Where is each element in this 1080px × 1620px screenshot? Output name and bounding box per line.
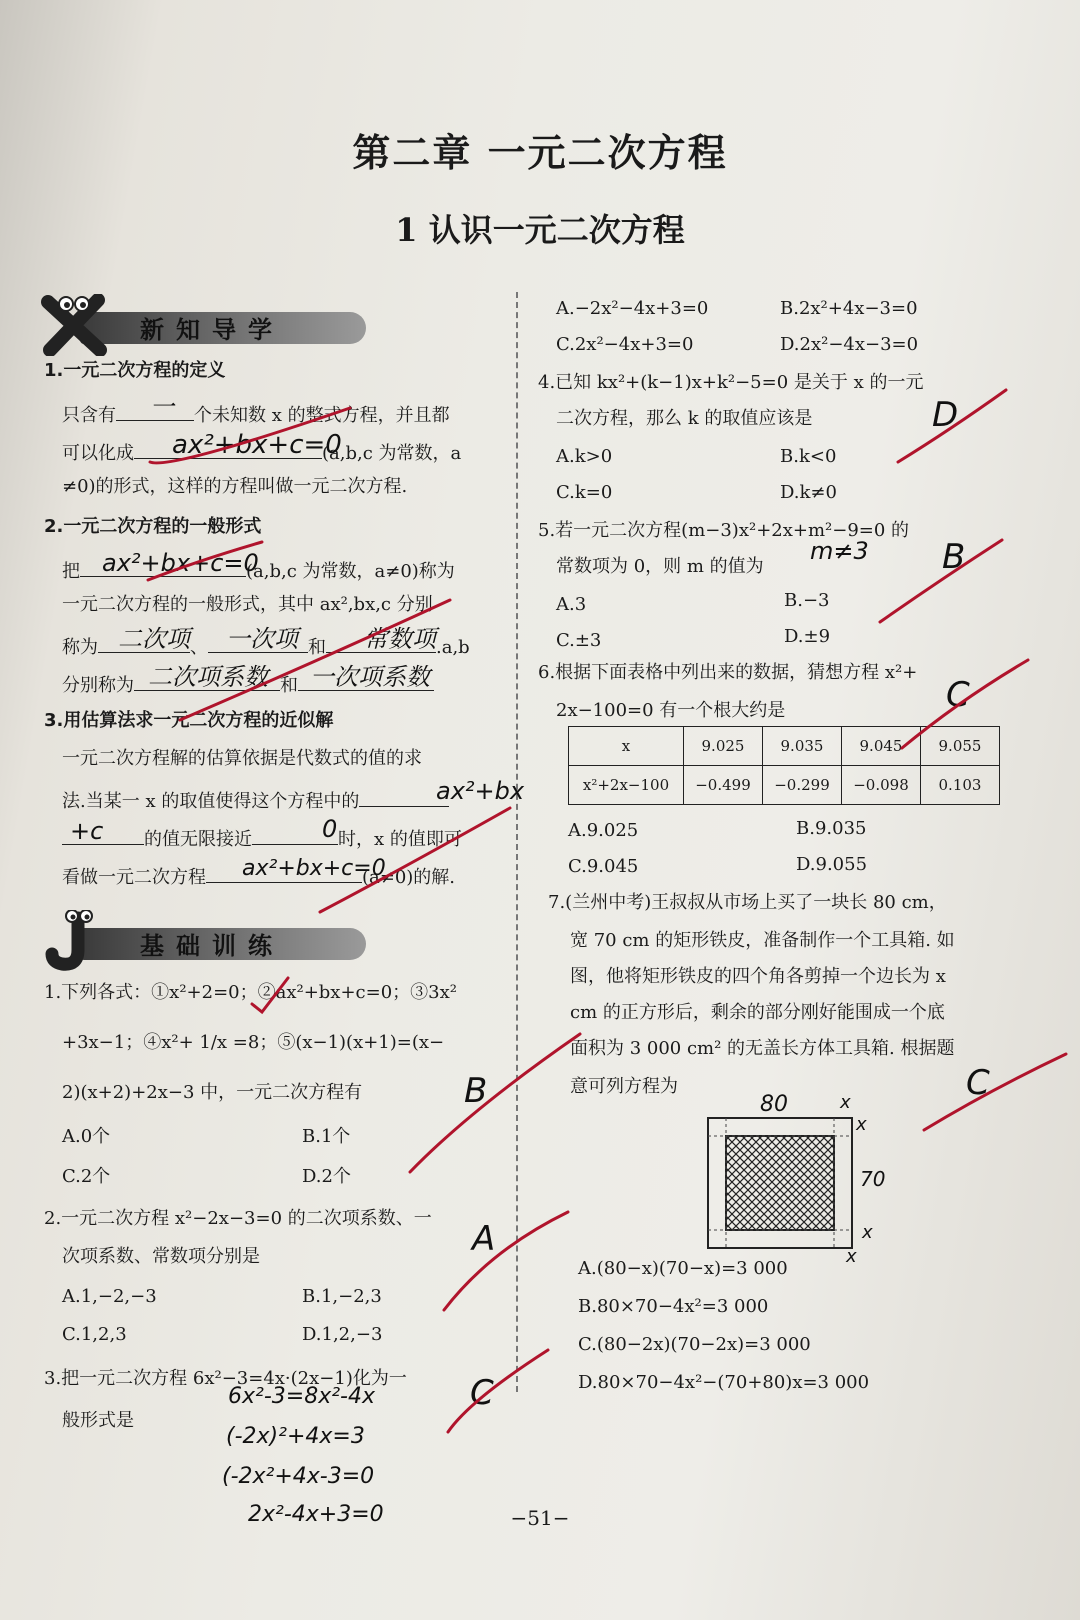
q2-option-c: C.1,2,3 <box>62 1324 127 1345</box>
k2-title: 2.一元二次方程的一般形式 <box>44 516 262 537</box>
hw-choice: C <box>470 1373 494 1413</box>
hw-work-line: 6x²-3=8x²-4x <box>228 1384 375 1409</box>
k3-line1: 一元二次方程解的估算依据是代数式的值的求 <box>62 748 422 769</box>
q6-line2: 2x−100=0 有一个根大约是 <box>556 700 786 721</box>
table-cell: −0.499 <box>684 766 763 805</box>
check-mark <box>180 600 450 720</box>
table-cell: x <box>569 727 684 766</box>
check-mark <box>252 978 288 1012</box>
section-title: 1 认识一元二次方程 <box>395 211 685 249</box>
k3-l3b-text: 的值无限接近 <box>144 829 252 850</box>
k2-l1-text: 把 <box>62 561 80 582</box>
check-mark <box>444 1212 568 1310</box>
q3-option-d: D.2x²−4x−3=0 <box>780 334 919 355</box>
k2-l1b-text: (a,b,c 为常数，a≠0)称为 <box>246 561 455 582</box>
q6-option-d: D.9.055 <box>796 854 868 875</box>
hw-answer: 二次项系数 <box>148 663 268 691</box>
check-mark <box>924 1054 1066 1130</box>
hw-fig-label: x <box>840 1092 851 1113</box>
q5-line1: 5.若一元二次方程(m−3)x²+2x+m²−9=0 的 <box>538 520 910 541</box>
q7-line2: 宽 70 cm 的矩形铁皮，准备制作一个工具箱. 如 <box>570 930 955 951</box>
hw-fig-label: 80 <box>760 1092 788 1117</box>
hw-answer: +c <box>70 817 104 845</box>
table-cell: 9.035 <box>763 727 842 766</box>
table-cell: 9.025 <box>684 727 763 766</box>
header-text: 基础训练 <box>140 932 284 960</box>
q7-option-b: B.80×70−4x²=3 000 <box>578 1296 769 1317</box>
table-cell: −0.299 <box>763 766 842 805</box>
q7-option-a: A.(80−x)(70−x)=3 000 <box>578 1258 788 1279</box>
hw-choice: B <box>942 537 966 577</box>
hw-answer: 常数项 <box>364 625 436 653</box>
hw-choice: C <box>946 675 970 715</box>
k1-l2-text: 可以化成 <box>62 443 134 464</box>
q4-line2: 二次方程，那么 k 的取值应该是 <box>556 408 813 429</box>
q4-option-b: B.k<0 <box>780 446 837 467</box>
q6-line1: 6.根据下面表格中列出来的数据，猜想方程 x²+ <box>538 662 918 683</box>
hw-answer: 一次项系数 <box>310 663 430 691</box>
q3-option-a: A.−2x²−4x+3=0 <box>556 298 709 319</box>
q7-option-c: C.(80−2x)(70−2x)=3 000 <box>578 1334 811 1355</box>
q5-line2: 常数项为 0，则 m 的值为 <box>556 556 764 577</box>
k1-l1-text: 只含有 <box>62 405 116 426</box>
hw-choice: B <box>464 1071 488 1111</box>
hw-note: m≠3 <box>810 537 869 565</box>
k3-l4-text: 看做一元二次方程 <box>62 867 206 888</box>
hw-answer: ax²+bx <box>436 777 525 805</box>
k1-l2b-text: (a,b,c 为常数，a <box>322 443 462 464</box>
q6-option-b: B.9.035 <box>796 818 867 839</box>
hw-choice: D <box>932 395 959 435</box>
check-mark <box>902 660 1028 748</box>
k2-l4-text: 分别称为 <box>62 675 134 696</box>
hw-work-line: (-2x²+4x-3=0 <box>222 1464 375 1489</box>
q7-line3: 图，他将矩形铁皮的四个角各剪掉一个边长为 x <box>570 966 946 987</box>
q7-line5: 面积为 3 000 cm² 的无盖长方体工具箱. 根据题 <box>570 1038 955 1059</box>
hw-answer: 一 <box>150 393 174 421</box>
q1-line3: 2)(x+2)+2x−3 中，一元二次方程有 <box>62 1082 363 1103</box>
hw-choice: C <box>966 1063 990 1103</box>
hw-answer: 一次项 <box>226 625 298 653</box>
k3-l4b-text: (a≠0)的解. <box>362 867 456 888</box>
q1-option-d: D.2个 <box>302 1166 351 1187</box>
table-cell: x²+2x−100 <box>569 766 684 805</box>
q2-option-d: D.1,2,−3 <box>302 1324 383 1345</box>
table-cell: −0.098 <box>842 766 921 805</box>
hw-answer: ax²+bx+c=0 <box>172 430 342 460</box>
k3-l3c-text: 时，x 的值即可 <box>338 829 462 850</box>
q7-option-d: D.80×70−4x²−(70+80)x=3 000 <box>578 1372 870 1393</box>
k2-l3-text: 称为 <box>62 637 98 658</box>
q3-line2: 般形式是 <box>62 1410 134 1431</box>
hw-fig-label: x <box>846 1246 857 1267</box>
k2-line2: 一元二次方程的一般形式，其中 ax²,bx,c 分别 <box>62 594 433 615</box>
page-number: −51− <box>510 1506 570 1530</box>
header-text: 新知导学 <box>140 316 284 344</box>
k2-l4b-text: 和 <box>280 675 298 696</box>
q5-option-b: B.−3 <box>784 590 830 611</box>
q4-line1: 4.已知 kx²+(k−1)x+k²−5=0 是关于 x 的一元 <box>538 372 924 393</box>
q4-option-d: D.k≠0 <box>780 482 837 503</box>
q4-option-a: A.k>0 <box>556 446 613 467</box>
chapter-title: 第二章 一元二次方程 <box>352 130 728 175</box>
check-mark <box>150 408 350 463</box>
hw-work-line: (-2x)²+4x=3 <box>226 1424 365 1449</box>
q2-line1: 2.一元二次方程 x²−2x−3=0 的二次项系数、一 <box>44 1208 432 1229</box>
q3-option-b: B.2x²+4x−3=0 <box>780 298 918 319</box>
q4-option-c: C.k=0 <box>556 482 613 503</box>
q1-option-a: A.0个 <box>62 1126 111 1147</box>
check-mark <box>448 1350 548 1432</box>
q2-option-a: A.1,−2,−3 <box>62 1286 157 1307</box>
hw-choice: A <box>472 1219 496 1259</box>
k1-title: 1.一元二次方程的定义 <box>44 360 226 381</box>
q6-option-c: C.9.045 <box>568 856 639 877</box>
q6-option-a: A.9.025 <box>568 820 639 841</box>
k1-l1b-text: 个未知数 x 的整式方程，并且都 <box>194 405 450 426</box>
k2-l3b-text: 、 <box>190 637 208 658</box>
q7-line1: 7.(兰州中考)王叔叔从市场上买了一块长 80 cm， <box>548 892 947 913</box>
q1-line2: +3x−1；④x²+ 1/x =8；⑤(x−1)(x+1)=(x− <box>62 1032 445 1053</box>
q2-line2: 次项系数、常数项分别是 <box>62 1246 260 1267</box>
k2-l3d-text: .a,b <box>436 637 470 658</box>
k3-l2-text: 法.当某一 x 的取值使得这个方程中的 <box>62 791 360 812</box>
q7-line4: cm 的正方形后，剩余的部分刚好能围成一个底 <box>570 1002 945 1023</box>
q1-line1: 1.下列各式：①x²+2=0；②ax²+bx+c=0；③3x² <box>44 982 457 1003</box>
q2-option-b: B.1,−2,3 <box>302 1286 382 1307</box>
k2-l3c-text: 和 <box>308 637 326 658</box>
hw-fig-label: x <box>856 1114 867 1135</box>
table-cell: 9.055 <box>921 727 1000 766</box>
check-mark <box>320 808 510 912</box>
table-cell: 0.103 <box>921 766 1000 805</box>
check-mark <box>898 390 1006 462</box>
hw-work-line: 2x²-4x+3=0 <box>248 1502 384 1527</box>
check-mark <box>148 542 262 580</box>
q3-line1: 3.把一元二次方程 6x²−3=4x·(2x−1)化为一 <box>44 1368 407 1389</box>
hw-answer: 0 <box>322 815 338 843</box>
q5-option-c: C.±3 <box>556 630 602 651</box>
k1-line3: ≠0)的形式，这样的方程叫做一元二次方程. <box>62 476 408 497</box>
check-mark <box>410 1034 580 1172</box>
k3-title: 3.用估算法求一元二次方程的近似解 <box>44 710 334 731</box>
q3-option-c: C.2x²−4x+3=0 <box>556 334 694 355</box>
hw-fig-label: x <box>862 1222 873 1243</box>
table-cell: 9.045 <box>842 727 921 766</box>
q7-line6: 意可列方程为 <box>570 1076 678 1097</box>
q5-option-a: A.3 <box>556 594 587 615</box>
hw-fig-label: 70 <box>860 1167 886 1191</box>
q5-option-d: D.±9 <box>784 626 831 647</box>
q1-option-c: C.2个 <box>62 1166 111 1187</box>
q1-option-b: B.1个 <box>302 1126 351 1147</box>
hw-answer: ax²+bx+c=0 <box>242 856 386 881</box>
check-mark <box>880 537 1002 622</box>
hw-answer: ax²+bx+c=0 <box>102 549 259 577</box>
hw-answer: 二次项 <box>118 625 190 653</box>
